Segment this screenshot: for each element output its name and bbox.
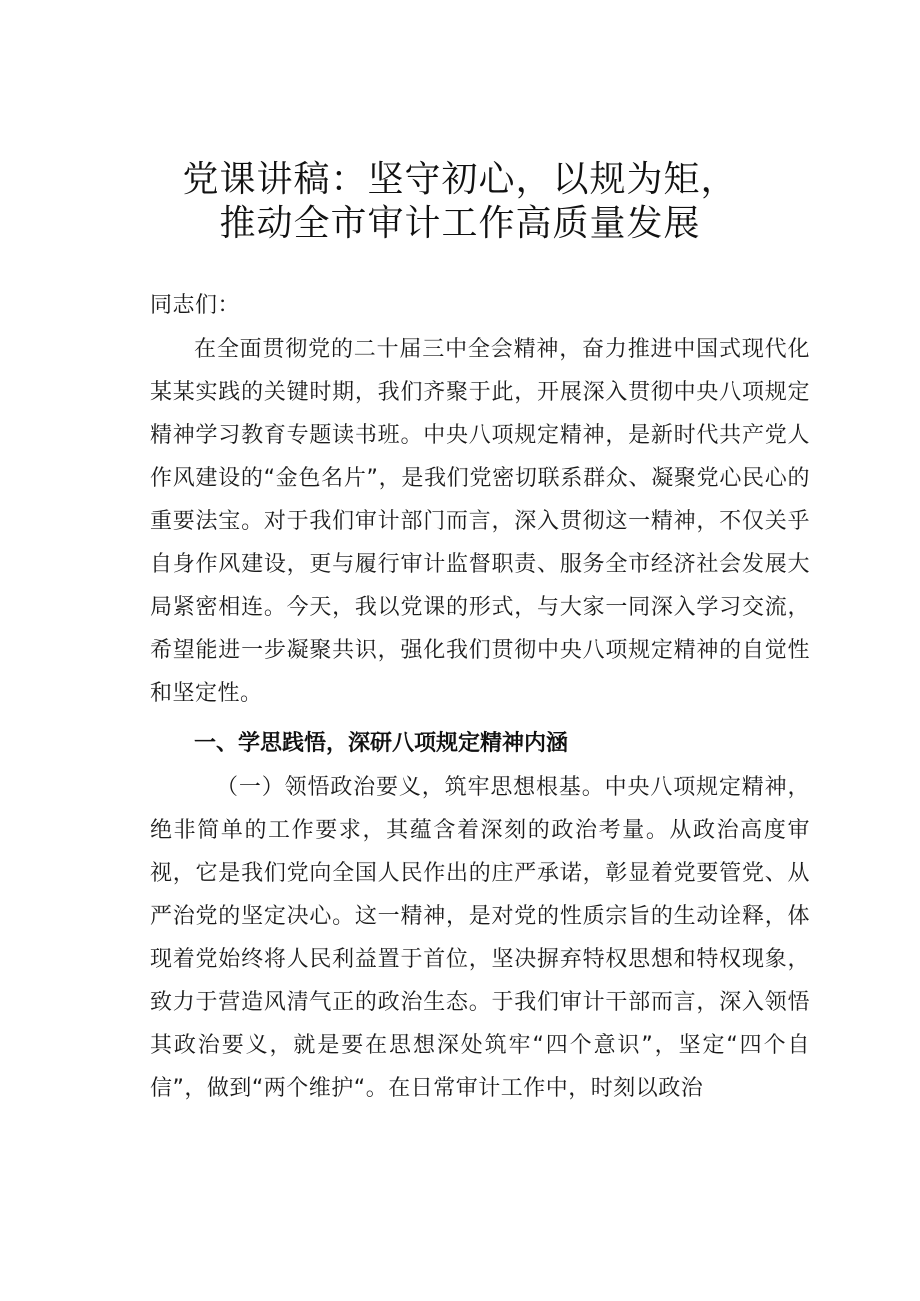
paragraph-intro: 在全面贯彻党的二十届三中全会精神，奋力推进中国式现代化某某实践的关键时期，我们齐聚于此，开展深入贯彻中央八项规定精神学习教育专题读书班。中央八项规定精神，是新时代共产党人作风建设的“金色名片”，是我们党密切联系群众、凝聚党心民心的重要法宝。对于我们审计部门而言，深入贯彻这一精神，不仅关乎自身作风建设，更与履行审计监督职责、服务全市经济社会发展大局紧密相连。今天，我以党课的形式，与大家一同深入学习交流，希望能进一步凝聚共识，强化我们贯彻中央八项规定精神的自觉性和坚定性。 bbox=[150, 337, 810, 706]
document-title-line-1: 党课讲稿：坚守初心，以规为矩， bbox=[182, 159, 738, 200]
salutation: 同志们： bbox=[150, 293, 241, 318]
section-heading-1: 一、学思践悟，深研八项规定精神内涵 bbox=[194, 731, 569, 756]
document-title-line-2: 推动全市审计工作高质量发展 bbox=[219, 203, 701, 244]
paragraph-section-1-1: （一）领悟政治要义，筑牢思想根基。中央八项规定精神，绝非简单的工作要求，其蕴含着深刻的政治考量。从政治高度审视，它是我们党向全国人民作出的庄严承诺，彰显着党要管党、从严治党的坚定决心。这一精神，是对党的性质宗旨的生动诠释，体现着党始终将人民利益置于首位，坚决摒弃特权思想和特权现象，致力于营造风清气正的政治生态。于我们审计干部而言，深入领悟其政治要义，就是要在思想深处筑牢“四个意识”，坚定“四个自信”，做到“两个维护“。在日常审计工作中，时刻以政治 bbox=[150, 775, 810, 1101]
